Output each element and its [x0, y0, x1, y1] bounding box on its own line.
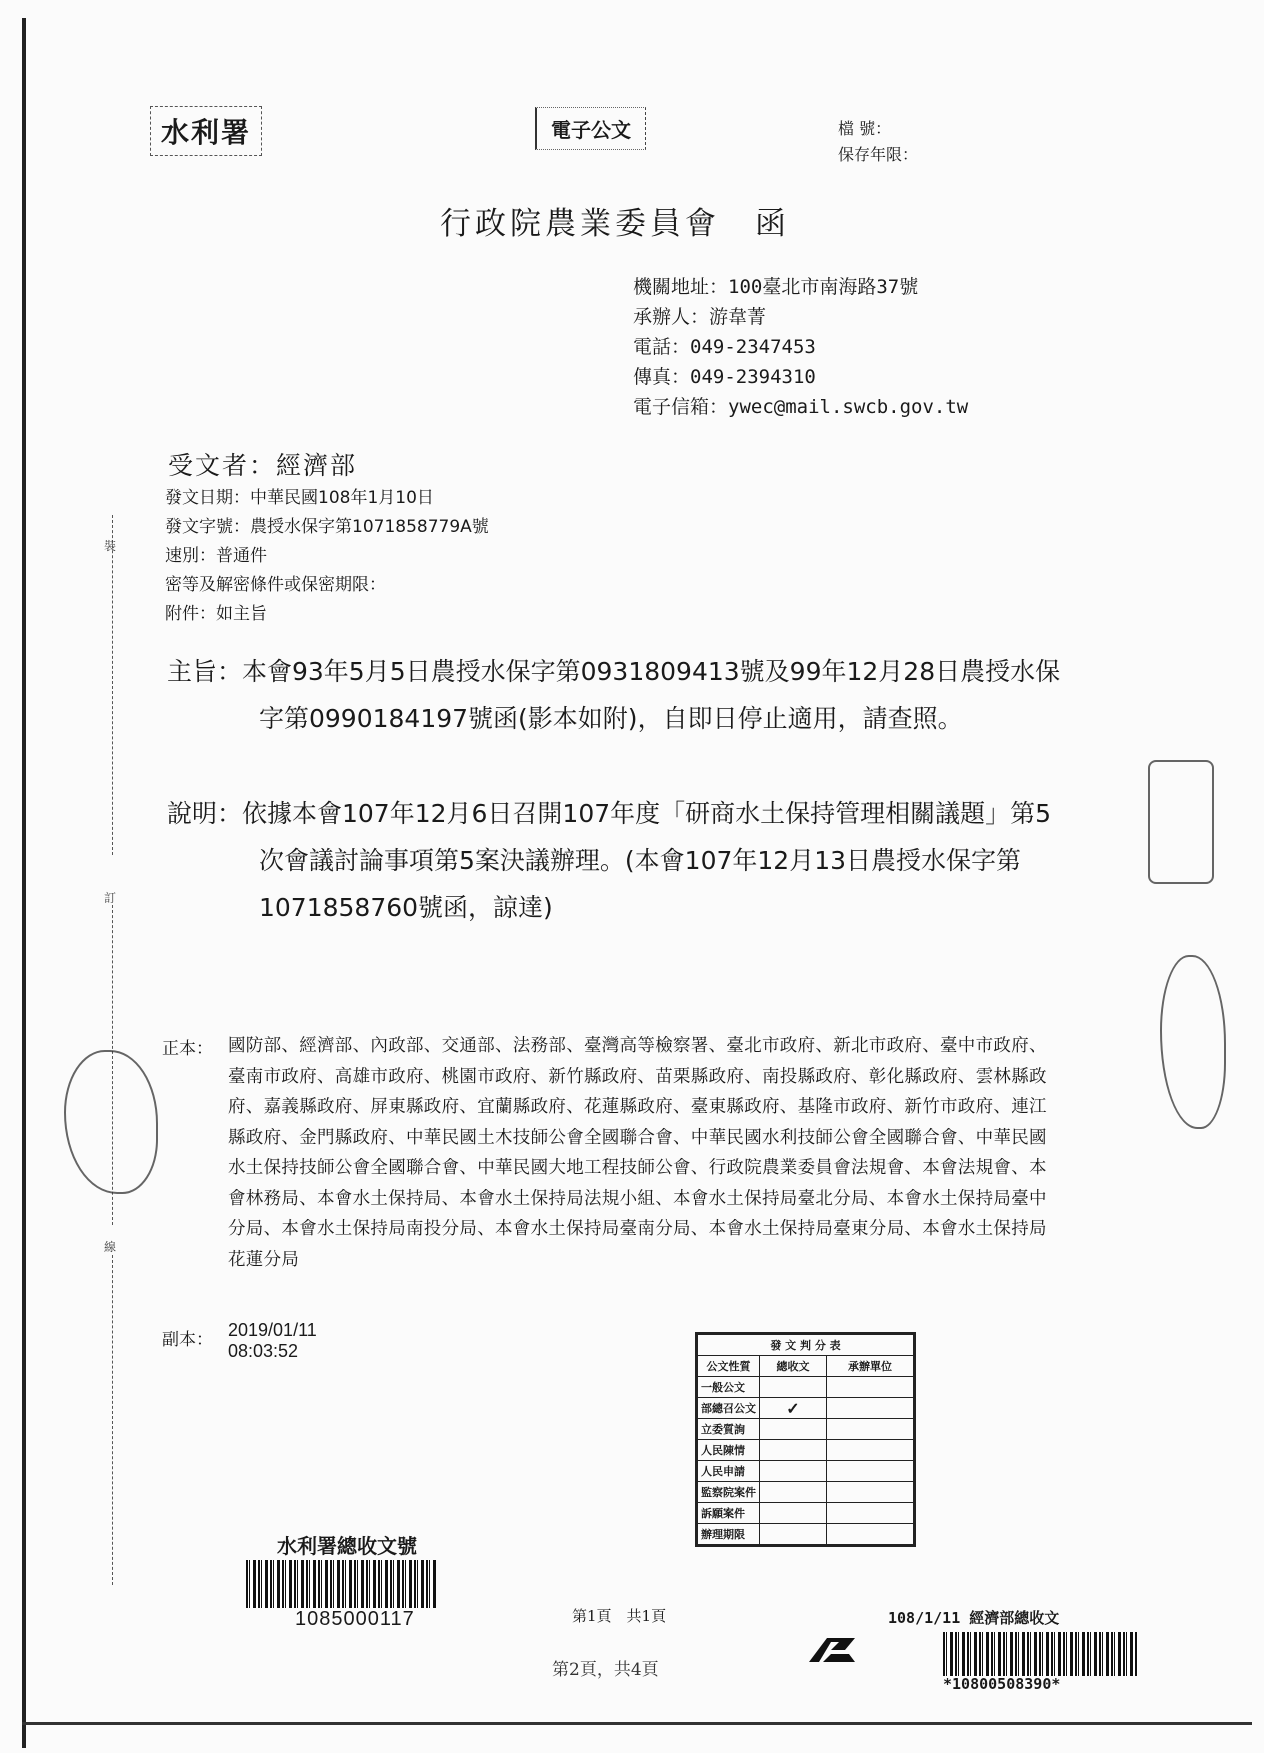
page-border-left [22, 18, 26, 1748]
timestamp-date: 2019/01/11 [228, 1320, 317, 1340]
contact-handler: 承辦人：游韋菁 [633, 306, 767, 328]
attachment: 附件：如主旨 [165, 604, 267, 624]
recipient: 受文者：經濟部 [168, 451, 358, 480]
stamp-table-title: 發 文 判 分 表 [697, 1334, 915, 1356]
econ-receipt-number: *10800508390* [943, 1675, 1061, 1693]
binding-mark-bottom: 線 [104, 1240, 117, 1254]
seal-stamp-right-upper [1148, 760, 1214, 884]
seal-stamp-left [64, 1050, 158, 1194]
econ-receipt-barcode [943, 1632, 1138, 1676]
subject-paragraph [167, 648, 1072, 742]
secrecy-level: 密等及解密條件或保密期限： [165, 575, 386, 595]
stamp-row-label: 人民陳情 [697, 1440, 760, 1461]
stamp-row-label: 立委質詢 [697, 1419, 760, 1440]
stamp-header-unit: 承辦單位 [827, 1356, 915, 1377]
contact-block [633, 272, 968, 422]
subject-text: 主旨：本會93年5月5日農授水保字第0931809413號及99年12月28日農授水保字第0990184197號函(影本如附)，自即日停止適用，請查照。 [167, 657, 1061, 733]
binding-line-upper [112, 515, 113, 855]
page-border-bottom [22, 1722, 1252, 1725]
ministry-logo-icon [805, 1632, 859, 1668]
contact-address: 機關地址：100臺北市南海路37號 [633, 276, 919, 298]
timestamp-time: 08:03:52 [228, 1341, 299, 1361]
stamp-row-label: 監察院案件 [697, 1482, 760, 1503]
copy-label: 副本： [162, 1330, 213, 1350]
receipt-barcode [246, 1560, 436, 1608]
stamp-row-label: 訴願案件 [697, 1503, 760, 1524]
agency-tab: 水利署 [150, 106, 262, 156]
document-title: 行政院農業委員會 函 [440, 206, 790, 242]
binding-line-lower [112, 1255, 113, 1585]
stamp-header-receipt: 總收文 [760, 1356, 827, 1377]
econ-receipt-stamp: 108/1/11 經濟部總收文 [888, 1609, 1060, 1627]
receipt-number: 1085000117 [295, 1608, 415, 1630]
archive-info [838, 116, 918, 168]
document-number: 發文字號：農授水保字第1071858779A號 [165, 517, 489, 537]
archive-number: 檔 號： [838, 119, 892, 138]
routing-stamp-table [695, 1332, 916, 1547]
stamp-header-nature: 公文性質 [697, 1356, 760, 1377]
stamp-row-label: 部總召公文 [697, 1398, 760, 1419]
stamp-row-label: 一般公文 [697, 1377, 760, 1398]
distribution-list: 國防部、經濟部、內政部、交通部、法務部、臺灣高等檢察署、臺北市政府、新北市政府、臺中市政府、臺南市政府、高雄市政府、桃園市政府、新竹縣政府、苗栗縣政府、南投縣政府、彰化縣政府、雲林縣政府、嘉義縣政府、屏東縣政府、宜蘭縣政府、花蓮縣政府、臺東縣政府、基隆市政府、新竹市政府、連江縣政府、金門縣政府、中華民國土木技師公會全國聯合會、中華民國水利技師公會全國聯合會、中華民國水土保持技師公會全國聯合會、中華民國大地工程技師公會、行政院農業委員會法規會、本會法規會、本會林務局、本會水土保持局、本會水土保持局法規小組、本會水土保持局臺北分局、本會水土保持局臺中分局、本會水土保持局南投分局、本會水土保持局臺南分局、本會水土保持局臺東分局、本會水土保持局花蓮分局 [228, 1036, 1047, 1270]
binding-mark-middle: 訂 [104, 891, 117, 905]
contact-email: 電子信箱：ywec@mail.swcb.gov.tw [633, 396, 969, 418]
binding-mark-top: 裝 [104, 539, 117, 553]
check-mark: ✓ [760, 1398, 827, 1419]
page-note: 第2頁，共4頁 [552, 1660, 659, 1680]
receipt-timestamp [228, 1320, 317, 1362]
contact-fax: 傳真：049-2394310 [633, 366, 816, 388]
document-meta [165, 484, 489, 629]
receipt-title: 水利署總收文號 [277, 1534, 417, 1558]
explanation-text: 說明：依據本會107年12月6日召開107年度「研商水土保持管理相關議題」第5次會議討論事項第5案決議辦理。(本會107年12月13日農授水保字第1071858760號函，諒達) [167, 799, 1052, 922]
distribution-label: 正本： [162, 1039, 213, 1059]
page-indicator: 第1頁 共1頁 [572, 1607, 667, 1625]
stamp-row-label: 辦理期限 [697, 1524, 760, 1546]
seal-stamp-right-lower [1160, 955, 1226, 1129]
explanation-paragraph [167, 790, 1072, 931]
doc-type-badge: 電子公文 [535, 107, 646, 150]
issue-date: 發文日期：中華民國108年1月10日 [165, 488, 434, 508]
stamp-row-label: 人民申請 [697, 1461, 760, 1482]
delivery-speed: 速別：普通件 [165, 546, 267, 566]
contact-phone: 電話：049-2347453 [633, 336, 816, 358]
retention-period: 保存年限： [838, 145, 919, 164]
